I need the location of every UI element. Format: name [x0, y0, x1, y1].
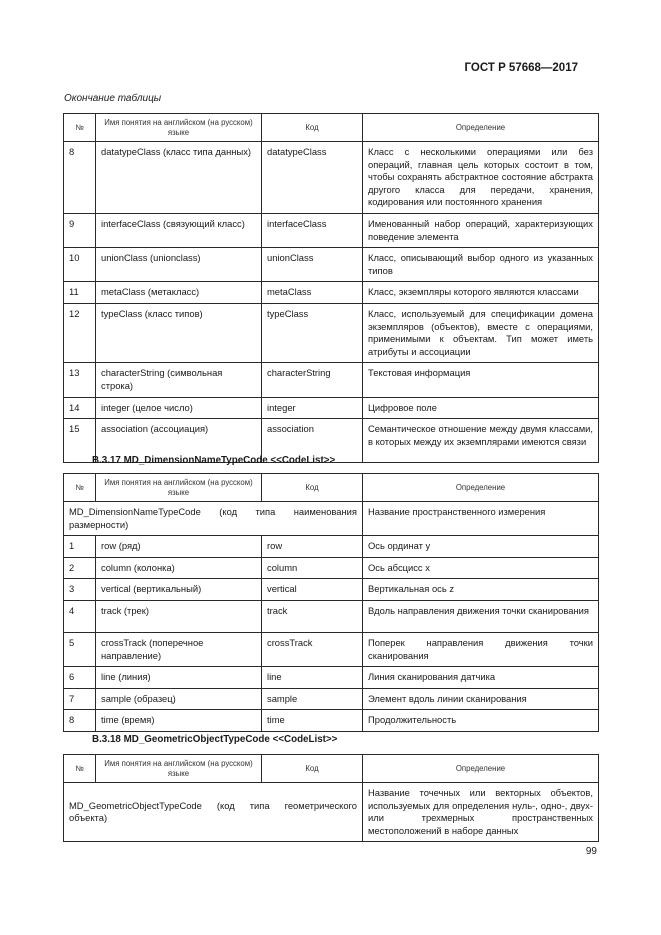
table-row — [64, 600, 599, 632]
row-definition: Семантическое отношение между двумя классами, в которых между их экземплярами имеются связи — [363, 419, 599, 463]
row-name: typeClass (класс типов) — [96, 303, 262, 362]
table-lead-row — [64, 502, 599, 536]
row-name: association (ассоциация) — [96, 419, 262, 463]
row-num: 10 — [64, 248, 96, 282]
section-title-geometric: B.3.18 MD_GeometricObjectTypeCode <<CodeList>> — [92, 734, 338, 745]
row-name: crossTrack (поперечное направление) — [96, 632, 262, 666]
table-row — [64, 142, 599, 214]
row-code: time — [262, 710, 363, 732]
row-definition: Класс, экземпляры которого являются классами — [363, 282, 599, 304]
lead-definition: Название точечных или векторных объектов, используемых для определения нуль-, одно-, двух- или трехмерных пространственных местоположений в наборе данных — [363, 783, 599, 842]
row-code: metaClass — [262, 282, 363, 304]
row-definition: Ось ординат y — [363, 536, 599, 558]
lead-definition: Название пространственного измерения — [363, 502, 599, 536]
table-row — [64, 667, 599, 689]
row-name: integer (целое число) — [96, 397, 262, 419]
table-dimension-name-type-code — [63, 473, 599, 732]
row-definition: Текстовая информация — [363, 363, 599, 397]
row-num: 5 — [64, 632, 96, 666]
table-row — [64, 557, 599, 579]
table-row — [64, 536, 599, 558]
row-definition: Ось абсцисс x — [363, 557, 599, 579]
table-row — [64, 363, 599, 397]
row-definition: Класс с несколькими операциями или без операций, главная цель которых состоит в том, чтобы сохранять абстрактное состояние абстракта другого класса для передачи, хранения, кодирования или постоянного хранения — [363, 142, 599, 214]
row-name: characterString (символьная строка) — [96, 363, 262, 397]
col-header-code: Код — [262, 474, 363, 502]
col-header-num: № — [64, 474, 96, 502]
row-definition: Цифровое поле — [363, 397, 599, 419]
table-geometric-object-type-code — [63, 754, 599, 842]
row-code: vertical — [262, 579, 363, 601]
row-name: sample (образец) — [96, 688, 262, 710]
table-continuation — [63, 113, 599, 463]
lead-name: MD_DimensionNameTypeCode (код типа наименования размерности) — [64, 502, 363, 536]
col-header-code: Код — [262, 114, 363, 142]
col-header-name: Имя понятия на английском (на русском) языке — [96, 474, 262, 502]
lead-name: MD_GeometricObjectTypeCode (код типа геометрического объекта) — [64, 783, 363, 842]
table-row — [64, 303, 599, 362]
row-name: metaClass (метакласс) — [96, 282, 262, 304]
table-row — [64, 632, 599, 666]
row-name: time (время) — [96, 710, 262, 732]
row-definition: Поперек направления движения точки сканирования — [363, 632, 599, 666]
row-code: association — [262, 419, 363, 463]
table-row — [64, 710, 599, 732]
row-num: 11 — [64, 282, 96, 304]
row-code: row — [262, 536, 363, 558]
row-name: interfaceClass (связующий класс) — [96, 213, 262, 247]
row-num: 6 — [64, 667, 96, 689]
row-code: unionClass — [262, 248, 363, 282]
table-row — [64, 688, 599, 710]
row-name: column (колонка) — [96, 557, 262, 579]
page-number: 99 — [585, 846, 597, 857]
row-name: vertical (вертикальный) — [96, 579, 262, 601]
row-name: line (линия) — [96, 667, 262, 689]
table-caption: Окончание таблицы — [64, 93, 162, 104]
col-header-definition: Определение — [363, 755, 599, 783]
row-definition: Линия сканирования датчика — [363, 667, 599, 689]
row-definition: Класс, описывающий выбор одного из указанных типов — [363, 248, 599, 282]
row-definition: Вдоль направления движения точки сканирования — [363, 600, 599, 632]
table-row — [64, 248, 599, 282]
row-code: sample — [262, 688, 363, 710]
row-definition: Класс, используемый для спецификации домена экземпляров (объектов), вместе с операциями, применимыми к объектам. Тип может иметь атрибуты и ассоциации — [363, 303, 599, 362]
row-definition: Продолжительность — [363, 710, 599, 732]
row-num: 7 — [64, 688, 96, 710]
col-header-definition: Определение — [363, 474, 599, 502]
col-header-num: № — [64, 755, 96, 783]
row-num: 12 — [64, 303, 96, 362]
row-name: row (ряд) — [96, 536, 262, 558]
col-header-name: Имя понятия на английском (на русском) языке — [96, 114, 262, 142]
row-code: column — [262, 557, 363, 579]
row-name: track (трек) — [96, 600, 262, 632]
row-num: 1 — [64, 536, 96, 558]
table-row — [64, 579, 599, 601]
table-row — [64, 213, 599, 247]
col-header-name: Имя понятия на английском (на русском) языке — [96, 755, 262, 783]
row-code: datatypeClass — [262, 142, 363, 214]
row-definition: Именованный набор операций, характеризующих поведение элемента — [363, 213, 599, 247]
col-header-num: № — [64, 114, 96, 142]
table-row — [64, 397, 599, 419]
table-row — [64, 282, 599, 304]
col-header-definition: Определение — [363, 114, 599, 142]
col-header-code: Код — [262, 755, 363, 783]
standard-code: ГОСТ Р 57668—2017 — [464, 62, 578, 74]
row-num: 9 — [64, 213, 96, 247]
row-name: unionClass (unionclass) — [96, 248, 262, 282]
row-code: characterString — [262, 363, 363, 397]
table-lead-row — [64, 783, 599, 842]
row-definition: Вертикальная ось z — [363, 579, 599, 601]
row-num: 15 — [64, 419, 96, 463]
row-code: interfaceClass — [262, 213, 363, 247]
row-num: 14 — [64, 397, 96, 419]
row-num: 2 — [64, 557, 96, 579]
row-name: datatypeClass (класс типа данных) — [96, 142, 262, 214]
row-num: 4 — [64, 600, 96, 632]
row-code: line — [262, 667, 363, 689]
section-title-dimension: B.3.17 MD_DimensionNameTypeCode <<CodeList>> — [92, 455, 336, 466]
row-code: typeClass — [262, 303, 363, 362]
row-code: track — [262, 600, 363, 632]
row-num: 8 — [64, 142, 96, 214]
row-definition: Элемент вдоль линии сканирования — [363, 688, 599, 710]
row-code: integer — [262, 397, 363, 419]
row-num: 13 — [64, 363, 96, 397]
row-num: 8 — [64, 710, 96, 732]
row-code: crossTrack — [262, 632, 363, 666]
row-num: 3 — [64, 579, 96, 601]
